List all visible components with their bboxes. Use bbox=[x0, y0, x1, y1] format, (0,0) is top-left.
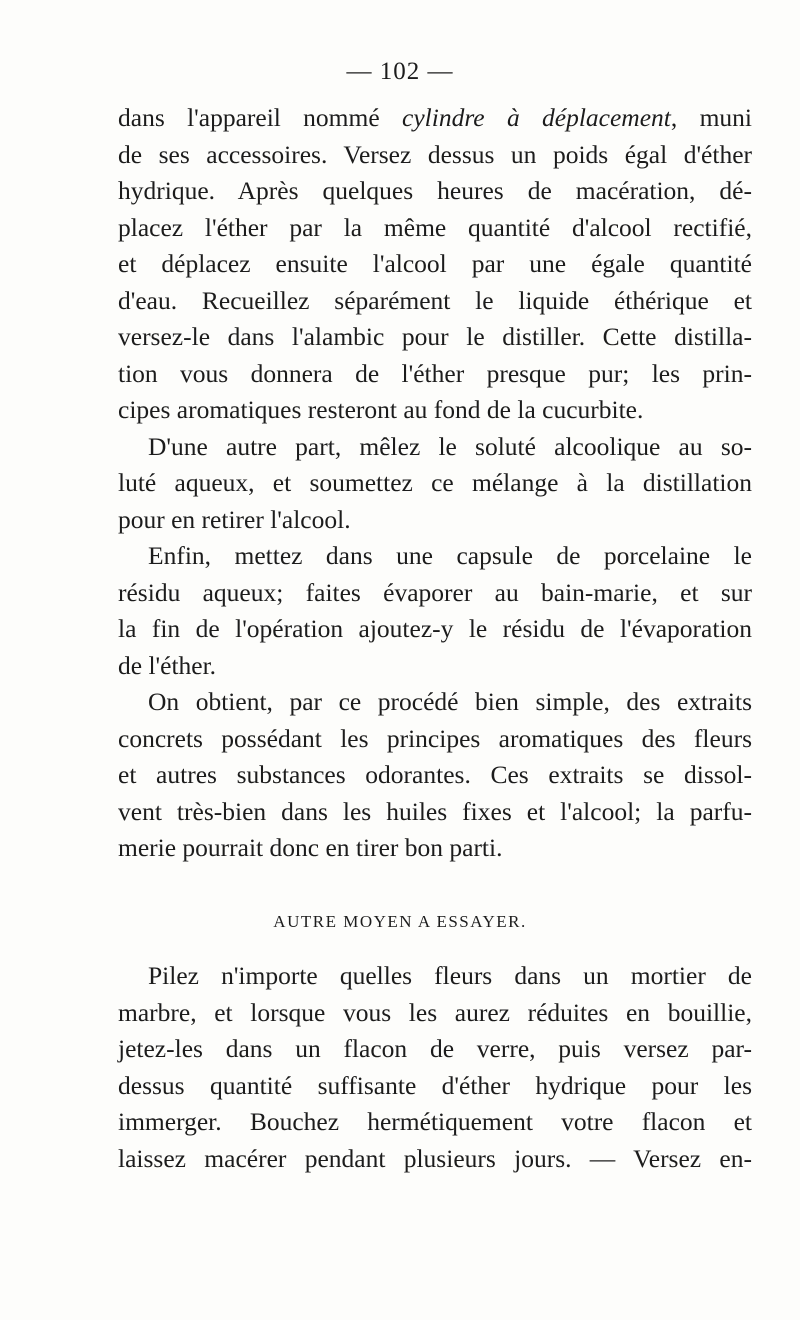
text-line: pour en retirer l'alcool. bbox=[118, 504, 351, 534]
text-line bbox=[118, 100, 752, 137]
text-line: laissez macérer pendant plusieurs jours. — Versez en- bbox=[118, 1143, 752, 1173]
text-line: d'eau. Recueillez séparément le liquide éthérique et bbox=[118, 285, 752, 315]
text-line: et déplacez ensuite l'alcool par une égale quantité bbox=[118, 249, 752, 278]
page-number: — 102 — bbox=[346, 58, 454, 85]
text-line: Enfin, mettez dans une capsule de porcelaine le bbox=[148, 541, 752, 570]
text-line: résidu aqueux; faites évaporer au bain-marie, et sur bbox=[118, 577, 752, 607]
text-line: de ses accessoires. Versez dessus un poids égal d'éther bbox=[118, 139, 752, 169]
section-heading: AUTRE MOYEN A ESSAYER. bbox=[273, 912, 527, 931]
text-line: dessus quantité suffisante d'éther hydrique pour les bbox=[118, 1070, 752, 1100]
text-line: Pilez n'importe quelles fleurs dans un mortier de bbox=[148, 961, 752, 990]
text-line: hydrique. Après quelques heures de macération, dé- bbox=[118, 176, 752, 205]
main-text bbox=[118, 100, 752, 867]
text-line: versez-le dans l'alambic pour le distiller. Cette distilla- bbox=[118, 322, 752, 351]
text-line: On obtient, par ce procédé bien simple, des extraits bbox=[148, 687, 752, 716]
text-line: immerger. Bouchez hermétiquement votre flacon et bbox=[118, 1107, 752, 1136]
text-line: jetez-les dans un flacon de verre, puis versez par- bbox=[118, 1034, 752, 1063]
text-line: la fin de l'opération ajoutez-y le résidu de l'évaporation bbox=[118, 614, 752, 643]
text-line: cipes aromatiques resteront au fond de la cucurbite. bbox=[118, 395, 644, 424]
text-line: merie pourrait donc en tirer bon parti. bbox=[118, 833, 503, 862]
text-line: de l'éther. bbox=[118, 650, 217, 680]
text-segment: dans l'appareil nommé bbox=[118, 103, 403, 132]
text-line: D'une autre part, mêlez le soluté alcoolique au so- bbox=[148, 431, 752, 461]
text-line: marbre, et lorsque vous les aurez réduites en bouillie, bbox=[118, 997, 752, 1027]
section-text bbox=[118, 958, 752, 1177]
text-line: et autres substances odorantes. Ces extraits se dissol- bbox=[118, 760, 752, 789]
text-line: concrets possédant les principes aromatiques des fleurs bbox=[118, 723, 752, 753]
text-line: luté aqueux, et soumettez ce mélange à la distillation bbox=[118, 468, 752, 497]
italic-term: cylindre à déplacement bbox=[402, 103, 671, 132]
text-segment: , muni bbox=[670, 103, 752, 132]
text-line: vent très-bien dans les huiles fixes et l'alcool; la parfu- bbox=[118, 796, 752, 826]
text-line: placez l'éther par la même quantité d'alcool rectifié, bbox=[118, 212, 752, 242]
text-line: tion vous donnera de l'éther presque pur; les prin- bbox=[118, 358, 752, 388]
